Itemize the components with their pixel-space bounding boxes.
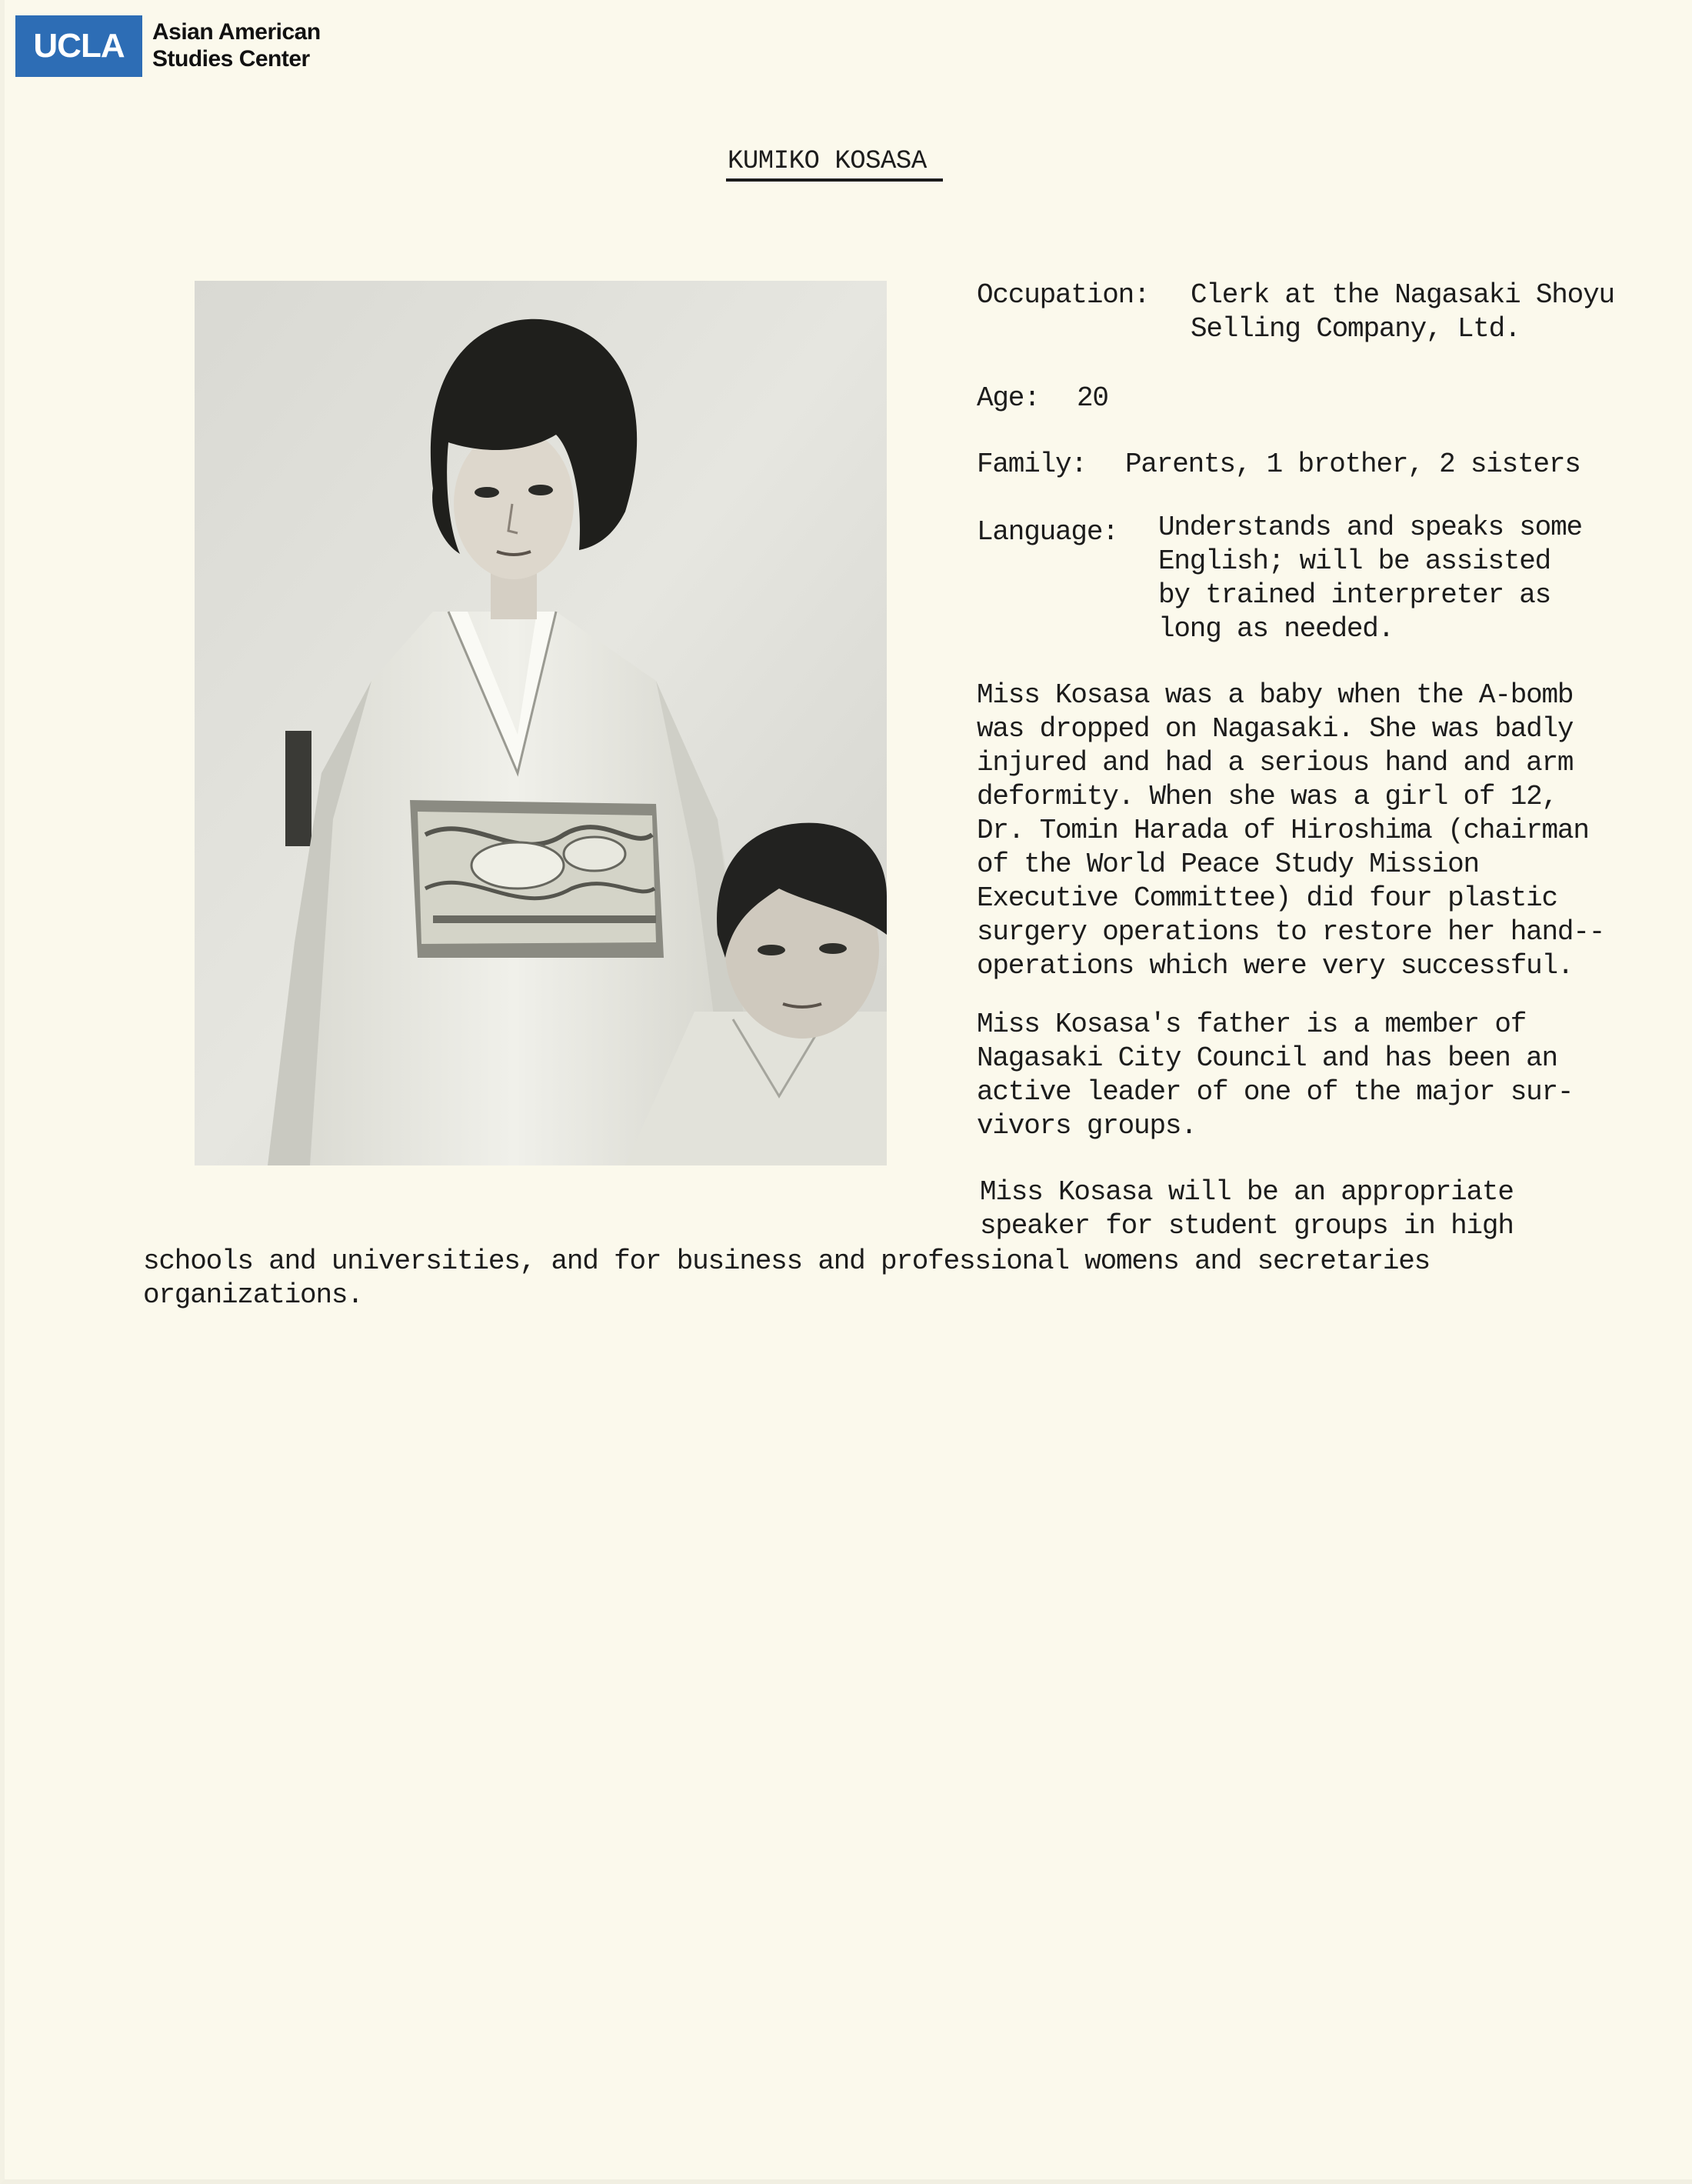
text-line: deformity. When she was a girl of 12, — [977, 781, 1557, 812]
text-line: injured and had a serious hand and arm — [977, 747, 1574, 779]
language-label: Language: — [977, 516, 1118, 548]
occupation-label: Occupation: — [977, 279, 1150, 311]
text-line: speaker for student groups in high — [980, 1210, 1514, 1242]
text-line: Miss Kosasa will be an appropriate — [980, 1176, 1514, 1208]
bio-paragraph-3-indented — [980, 1175, 1514, 1243]
language-line: long as needed. — [1158, 613, 1394, 645]
text-line: schools and universities, and for business and professional womens and secretaries — [143, 1245, 1431, 1277]
text-line: organizations. — [143, 1279, 363, 1311]
family-value: Parents, 1 brother, 2 sisters — [1125, 448, 1580, 480]
text-line: vivors groups. — [977, 1110, 1197, 1142]
language-line: English; will be assisted — [1158, 545, 1551, 577]
center-name-line2: Studies Center — [152, 46, 310, 72]
text-line: operations which were very successful. — [977, 950, 1574, 982]
center-name — [152, 18, 321, 72]
language-line: Understands and speaks some — [1158, 512, 1582, 543]
center-name-line1: Asian American — [152, 19, 321, 45]
occupation-value-line1: Clerk at the Nagasaki Shoyu — [1191, 279, 1614, 311]
occupation-value-line2: Selling Company, Ltd. — [1191, 313, 1520, 345]
bio-paragraph-3-full — [143, 1245, 1430, 1312]
family-label: Family: — [977, 448, 1087, 480]
text-line: Miss Kosasa was a baby when the A-bomb — [977, 679, 1574, 711]
text-line: Miss Kosasa's father is a member of — [977, 1009, 1527, 1040]
text-line: active leader of one of the major sur- — [977, 1076, 1574, 1108]
text-line: surgery operations to restore her hand-- — [977, 916, 1605, 948]
age-value: 20 — [1077, 382, 1108, 414]
text-line: was dropped on Nagasaki. She was badly — [977, 713, 1574, 745]
ucla-logo: UCLA — [15, 15, 142, 77]
text-line: Nagasaki City Council and has been an — [977, 1042, 1557, 1074]
text-line: of the World Peace Study Mission — [977, 849, 1479, 880]
bio-paragraph-1 — [977, 679, 1604, 983]
language-line: by trained interpreter as — [1158, 579, 1551, 611]
text-line: Dr. Tomin Harada of Hiroshima (chairman — [977, 815, 1589, 846]
text-line: Executive Committee) did four plastic — [977, 882, 1557, 914]
age-label: Age: — [977, 382, 1040, 414]
title-underline — [726, 178, 943, 182]
bio-paragraph-2 — [977, 1008, 1573, 1143]
language-value — [1158, 511, 1582, 646]
portrait-photo-icon — [195, 281, 887, 1165]
page-title: KUMIKO KOSASA — [728, 147, 927, 176]
